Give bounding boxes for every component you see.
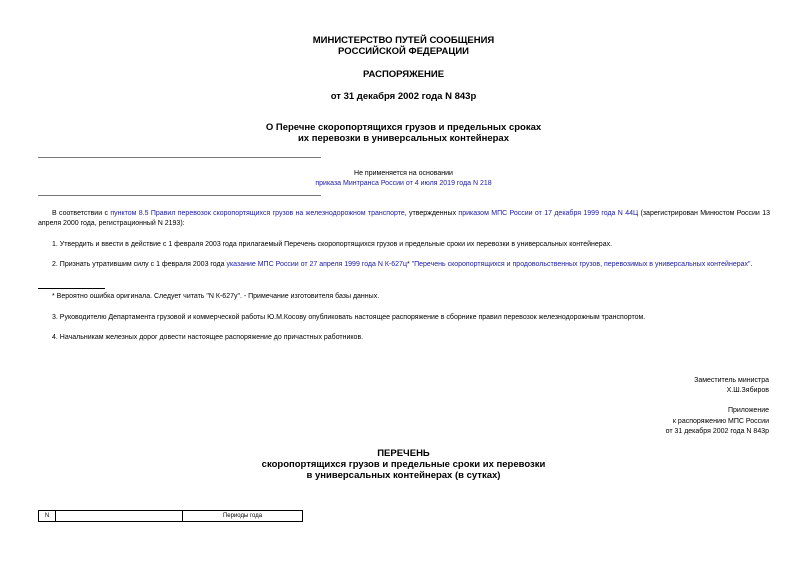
status-text: Не применяется на основании: [354, 170, 453, 177]
item-2: [38, 260, 770, 270]
ministry-name-line1: МИНИСТЕРСТВО ПУТЕЙ СООБЩЕНИЯ: [312, 35, 495, 46]
list-subtitle-line2: в универсальных контейнерах (в сутках): [306, 470, 501, 481]
document-date-number: от 31 декабря 2002 года N 843р: [330, 91, 477, 102]
appendix-date: от 31 декабря 2002 года N 843р: [665, 428, 769, 435]
table-header-n: N: [39, 511, 56, 522]
list-subtitle-line1: скоропортящихся грузов и предельные сроки их перевозки: [261, 459, 546, 470]
item-1: 1. Утвердить и ввести в действие с 1 февраля 2003 года прилагаемый Перечень скоропортящихся грузов и предельные сроки их перевозки в универсальных контейнерах.: [52, 241, 613, 248]
item-3: 3. Руководителю Департамента грузовой и коммерческой работы Ю.М.Косову опубликовать настоящее распоряжение в сборнике правил перевозок железнодорожным транспортом.: [52, 314, 646, 321]
appendix-label: Приложение: [727, 407, 769, 414]
footnote-star: *: [406, 261, 410, 268]
item-2-text: 2. Признать утратившим силу с 1 февраля 2003 года: [52, 261, 227, 268]
document-type: РАСПОРЯЖЕНИЕ: [362, 69, 445, 80]
directive-link[interactable]: [226, 261, 750, 268]
item-4: 4. Начальникам железных дорог довести настоящее распоряжение до причастных работников.: [52, 334, 364, 341]
divider-bottom: [38, 195, 321, 196]
list-title: ПЕРЕЧЕНЬ: [377, 448, 430, 459]
intro-text-1: В соответствии с: [52, 210, 111, 217]
signature-name: Х.Ш.Зябиров: [726, 387, 769, 394]
ministry-name-line2: РОССИЙСКОЙ ФЕДЕРАЦИИ: [337, 46, 469, 57]
item-2-end: .: [750, 261, 753, 268]
table-header-periods: Периоды года: [183, 511, 303, 522]
directive-title-text: "Перечень скоропортящихся и продовольственных грузов, перевозимых в универсальных контейнерах": [409, 261, 751, 268]
intro-paragraph: [38, 209, 770, 229]
footnote: * Вероятно ошибка оригинала. Следует читать "N К-627у". - Примечание изготовителя базы данных.: [52, 293, 380, 300]
intro-text-3: (зарегистрирован Минюстом России 13 апреля 2000 года, регистрационный N 2193):: [38, 210, 770, 227]
divider-top: [38, 157, 321, 158]
document-title-line2: их перевозки в универсальных контейнерах: [297, 133, 510, 144]
document-title-line1: О Перечне скоропортящихся грузов и предельных сроках: [265, 122, 542, 133]
signature-position: Заместитель министра: [694, 377, 769, 384]
order-link[interactable]: приказом МПС России от 17 декабря 1999 года N 44Ц: [458, 210, 639, 217]
footnote-divider: [38, 288, 105, 289]
table-header-name: [56, 511, 183, 522]
cargo-table: [38, 510, 303, 522]
appendix-ref: к распоряжению МПС России: [672, 418, 769, 425]
table-header-row: [39, 511, 303, 522]
intro-text-2: , утвержденных: [404, 210, 459, 217]
status-link[interactable]: приказа Минтранса России от 4 июля 2019 года N 218: [315, 180, 492, 187]
directive-link-text: указание МПС России от 27 апреля 1999 года N К-627ц: [226, 261, 407, 268]
rules-link[interactable]: пунктом 8.5 Правил перевозок скоропортящихся грузов на железнодорожном транспорте: [110, 210, 405, 217]
